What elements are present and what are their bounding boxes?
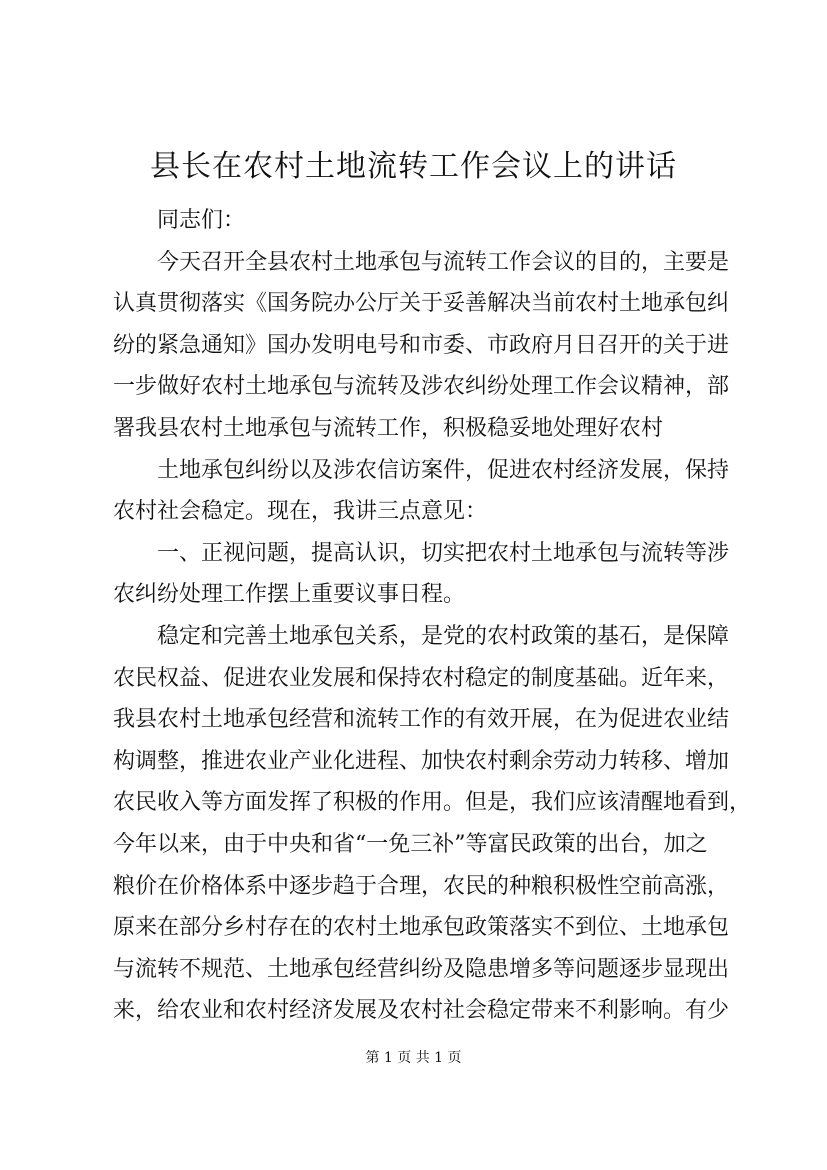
paragraph-line: 与流转不规范、土地承包经营纠纷及隐患增多等问题逐步显现出 <box>113 956 730 982</box>
paragraph-line: 土地承包纠纷以及涉农信访案件，促进农村经济发展，保持 <box>157 457 730 483</box>
paragraph-line: 农民收入等方面发挥了积极的作用。但是，我们应该清醒地看到， <box>113 790 752 816</box>
paragraph-line: 来，给农业和农村经济发展及农村社会稳定带来不利影响。有少 <box>113 998 730 1024</box>
paragraph-line: 粮价在价格体系中逐步趋于合理，农民的种粮积极性空前高涨， <box>113 873 730 899</box>
paragraph-line: 农村社会稳定。现在，我讲三点意见： <box>113 499 488 525</box>
paragraph-line: 署我县农村土地承包与流转工作，积极稳妥地处理好农村 <box>113 415 664 441</box>
section-heading-line: 农纠纷处理工作摆上重要议事日程。 <box>113 582 466 608</box>
section-heading-line: 一、正视问题，提高认识，切实把农村土地承包与流转等涉 <box>157 540 730 566</box>
document-title: 县长在农村土地流转工作会议上的讲话 <box>150 149 677 184</box>
paragraph-line: 稳定和完善土地承包关系，是党的农村政策的基石，是保障 <box>157 623 730 649</box>
paragraph-line: 农民权益、促进农业发展和保持农村稳定的制度基础。近年来， <box>113 665 730 691</box>
paragraph-line: 今年以来，由于中央和省“一免三补”等富民政策的出台，加之 <box>113 831 708 857</box>
salutation: 同志们： <box>157 208 246 233</box>
paragraph-line: 原来在部分乡村存在的农村土地承包政策落实不到位、土地承包 <box>113 915 730 941</box>
paragraph-line: 纷的紧急通知》国办发明电号和市委、市政府月日召开的关于进 <box>113 332 730 358</box>
paragraph-line: 构调整，推进农业产业化进程、加快农村剩余劳动力转移、增加 <box>113 748 730 774</box>
paragraph-line: 我县农村土地承包经营和流转工作的有效开展，在为促进农业结 <box>113 707 730 733</box>
document-body <box>113 200 752 1032</box>
paragraph-line: 一步做好农村土地承包与流转及涉农纠纷处理工作会议精神，部 <box>113 374 730 400</box>
paragraph-line: 今天召开全县农村土地承包与流转工作会议的目的，主要是 <box>157 249 730 275</box>
paragraph-line: 认真贯彻落实《国务院办公厅关于妥善解决当前农村土地承包纠 <box>113 291 730 317</box>
page-number-footer: 第 1 页 共 1 页 <box>365 1050 462 1066</box>
